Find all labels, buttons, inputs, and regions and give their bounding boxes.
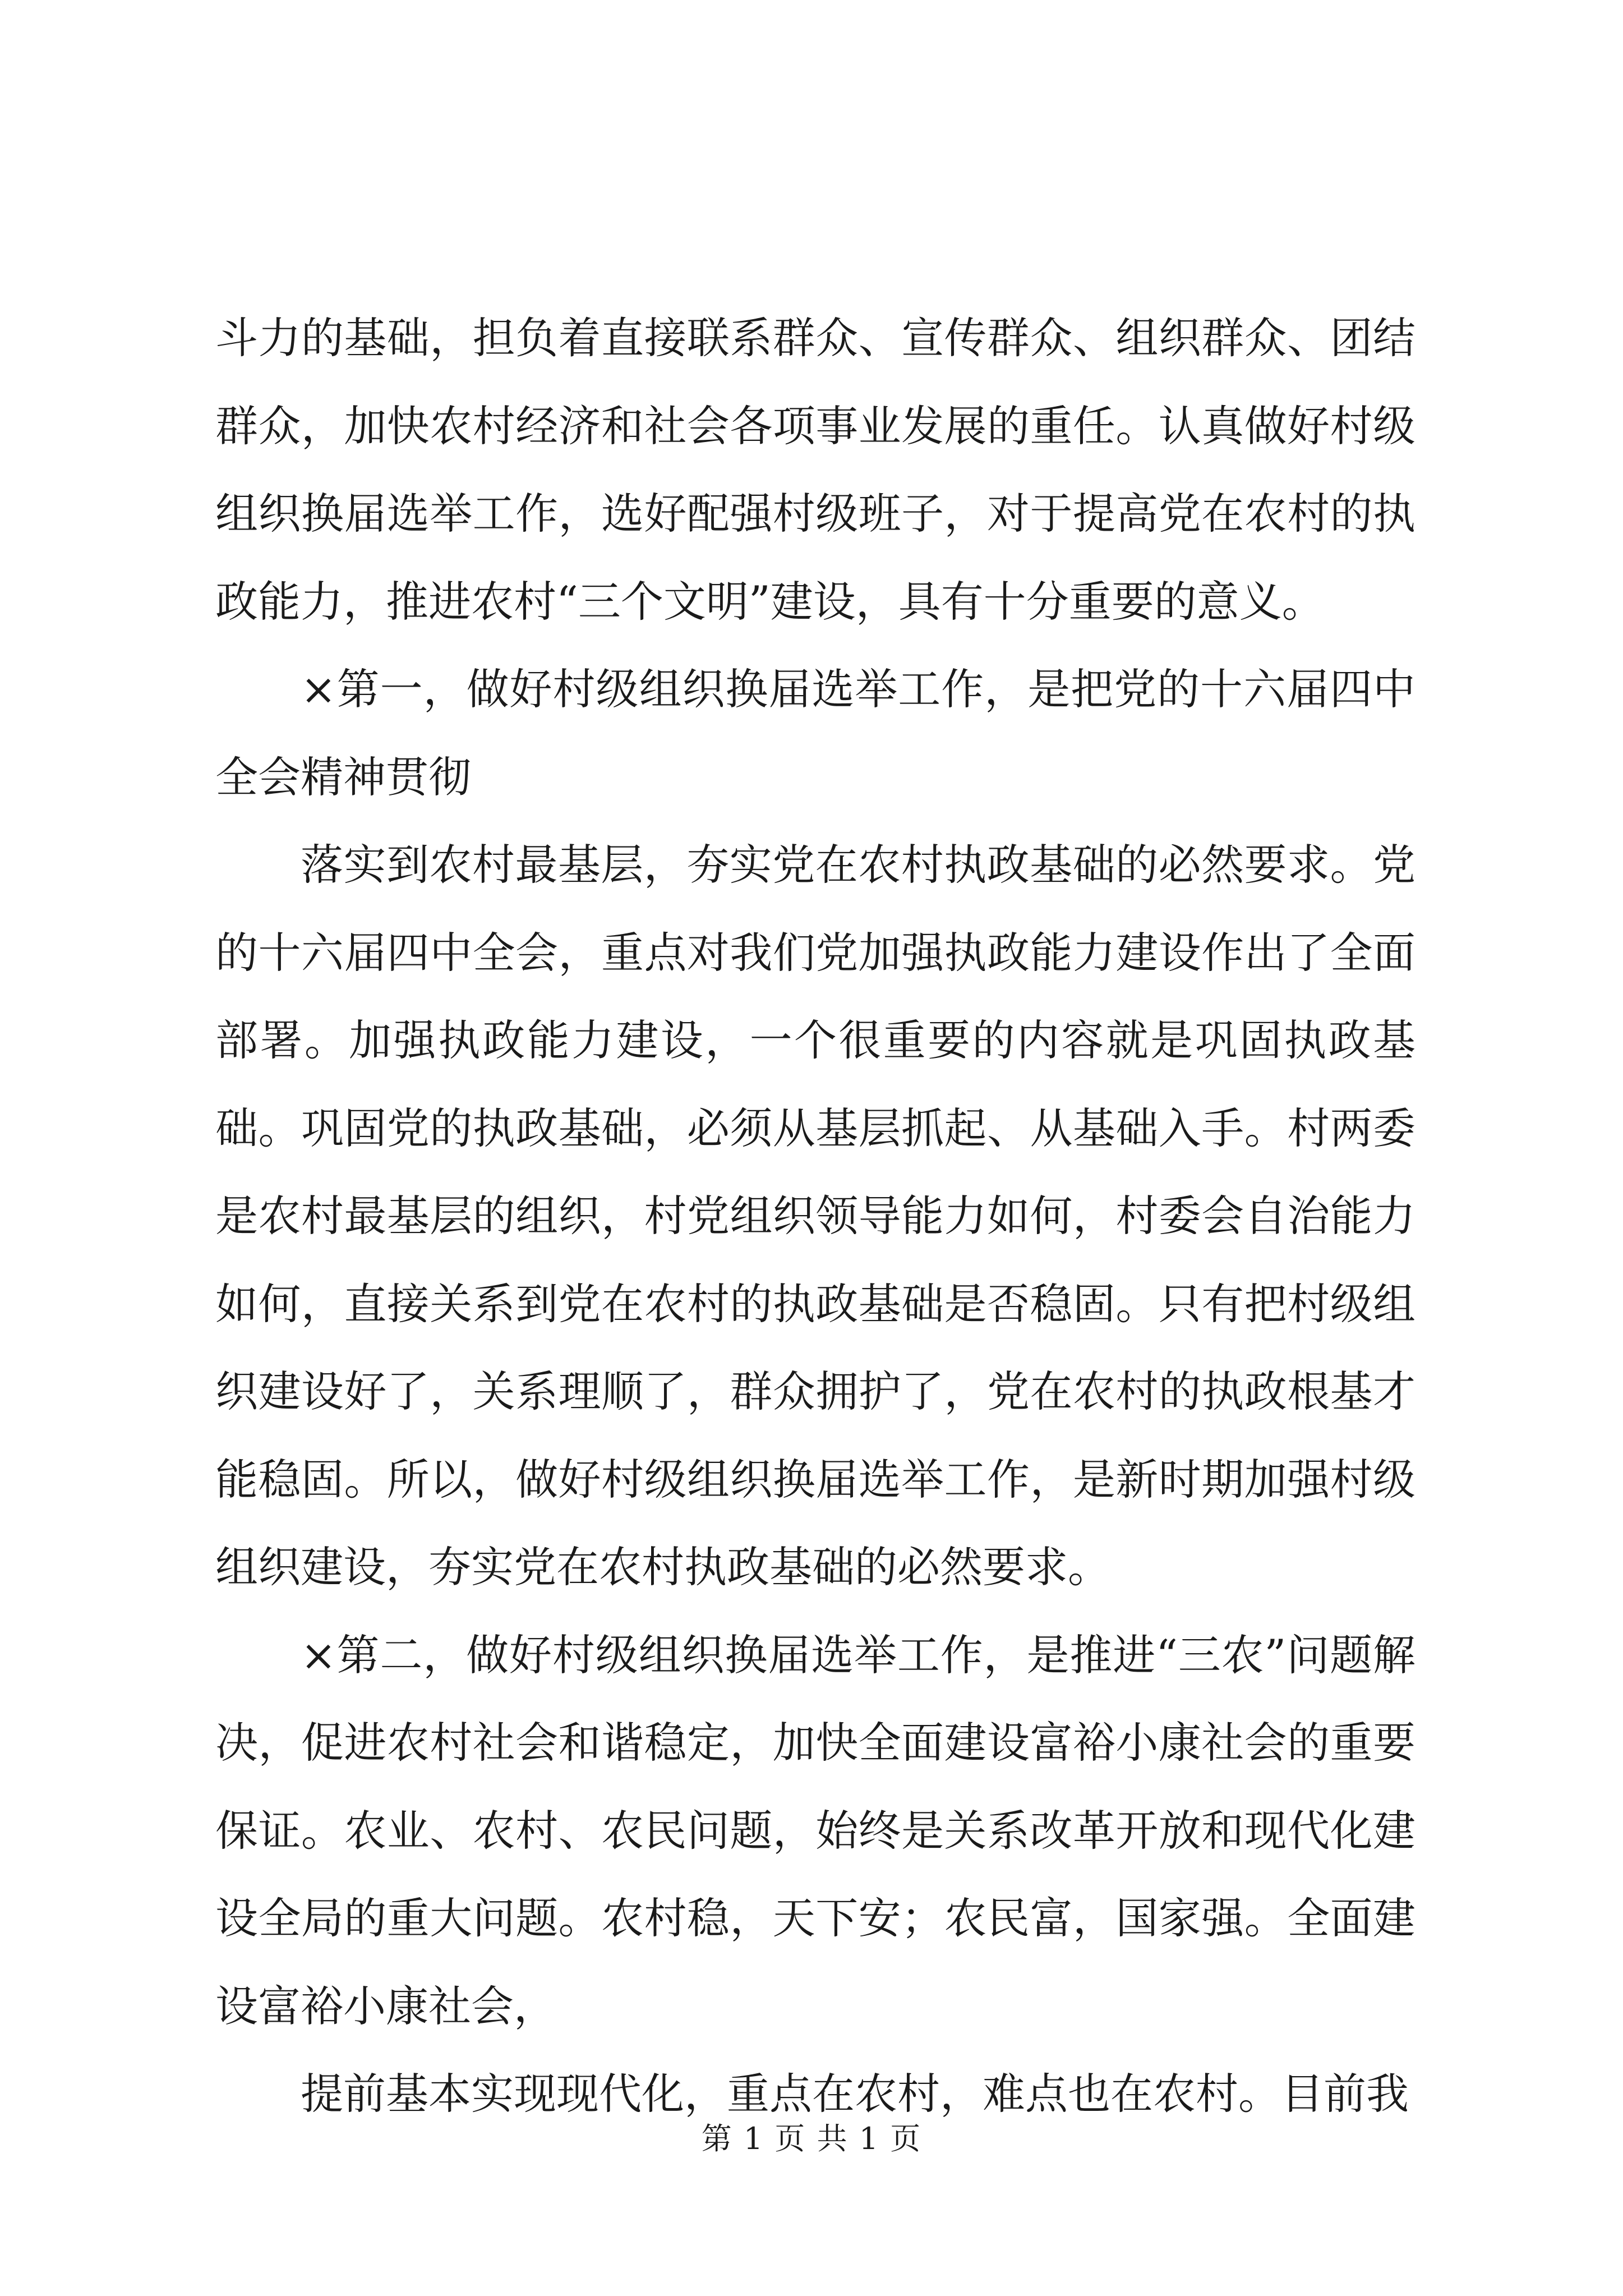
paragraph-2: ×第一，做好村级组织换届选举工作，是把党的十六届四中全会精神贯彻 [215, 664, 1415, 802]
paragraph-4: ×第二，做好村级组织换届选举工作，是推进“三农”问题解决，促进农村社会和谐稳定，加快全面建设富裕小康社会的重要保证。农业、农村、农民问题，始终是关系改革开放和现代化建设全局的重大问题。农村稳，天下安；农民富，国家强。全面建设富裕小康社会， [215, 1630, 1415, 2031]
document-body [215, 295, 1415, 2138]
paragraph-3: 落实到农村最基层，夯实党在农村执政基础的必然要求。党的十六届四中全会，重点对我们党加强执政能力建设作出了全面部署。加强执政能力建设，一个很重要的内容就是巩固执政基础。巩固党的执政基础，必须从基层抓起、从基础入手。村两委是农村最基层的组织，村党组织领导能力如何，村委会自治能力如何，直接关系到党在农村的执政基础是否稳固。只有把村级组织建设好了，关系理顺了，群众拥护了，党在农村的执政根基才能稳固。所以，做好村级组织换届选举工作，是新时期加强村级组织建设，夯实党在农村执政基础的必然要求。 [215, 840, 1415, 1592]
page-footer: 第 1 页 共 1 页 [701, 2121, 922, 2156]
paragraph-1: 斗力的基础，担负着直接联系群众、宣传群众、组织群众、团结群众，加快农村经济和社会各项事业发展的重任。认真做好村级组织换届选举工作，选好配强村级班子，对于提高党在农村的执政能力，推进农村“三个文明”建设，具有十分重要的意义。 [215, 313, 1415, 627]
paragraph-5: 提前基本实现现代化，重点在农村，难点也在农村。目前我 [301, 2069, 1409, 2119]
